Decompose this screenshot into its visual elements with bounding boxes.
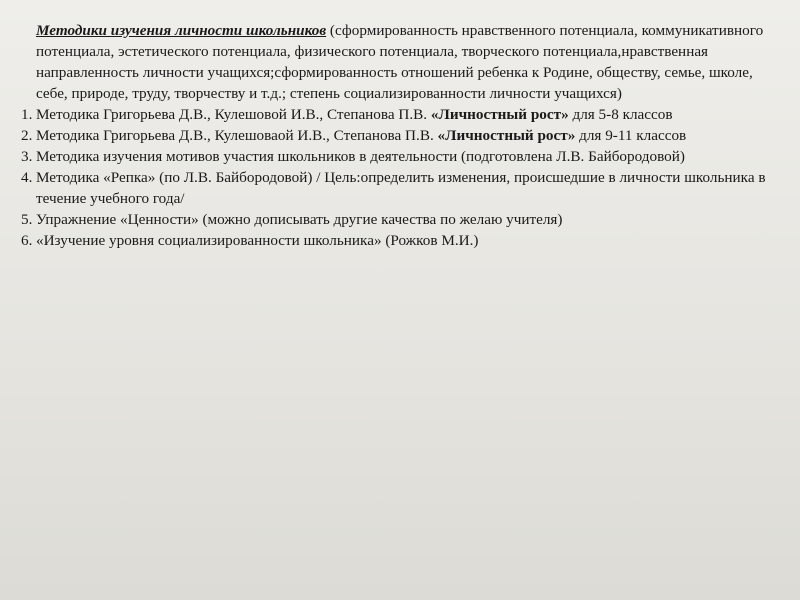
- item-text: Методика «Репка» (по Л.В. Байбородовой) / Цель:определить изменения, происшедшие в личности школьника в течение учебного года/: [36, 169, 766, 207]
- item-text: Методика изучения мотивов участия школьников в деятельности (подготовлена Л.В. Байбородовой): [36, 148, 685, 165]
- list-item: [15, 167, 780, 209]
- item-number: 2.: [21, 127, 33, 144]
- item-number: 4.: [21, 169, 33, 186]
- item-text: Методика Григорьева Д.В., Кулешовой И.В., Степанова П.В.: [36, 106, 431, 123]
- item-number: 3.: [21, 148, 33, 165]
- list-item: [15, 230, 780, 251]
- item-text: Упражнение «Ценности» (можно дописывать другие качества по желаю учителя): [36, 211, 563, 228]
- item-text: «Изучение уровня социализированности школьника» (Рожков М.И.): [36, 232, 479, 249]
- item-text: Методика Григорьева Д.В., Кулешоваой И.В., Степанова П.В.: [36, 127, 438, 144]
- intro-text: (сформированность нравственного потенциала, коммуникативного потенциала, эстетического потенциала, физического потенциала, творческого потенциала,нравственная направленность личности учащихся;сформированность отношений ребенка к Родине, обществу, семье, школе, себе, природе, труду, творчеству и т.д.; степень социализированности личности учащихся): [36, 22, 764, 102]
- list-item: [15, 104, 780, 125]
- item-bold-title: «Личностный рост»: [437, 127, 576, 144]
- slide-content: [15, 20, 780, 251]
- list-item: [15, 209, 780, 230]
- item-text-after: для 5-8 классов: [568, 106, 673, 123]
- methods-list: [15, 104, 780, 251]
- list-item: [15, 125, 780, 146]
- list-item: [15, 146, 780, 167]
- intro-paragraph: [15, 20, 780, 104]
- item-number: 1.: [21, 106, 33, 123]
- item-number: 5.: [21, 211, 33, 228]
- item-bold-title: «Личностный рост»: [430, 106, 569, 123]
- intro-heading: Методики изучения личности школьников: [36, 22, 327, 39]
- item-text-after: для 9-11 классов: [575, 127, 687, 144]
- item-number: 6.: [21, 232, 33, 249]
